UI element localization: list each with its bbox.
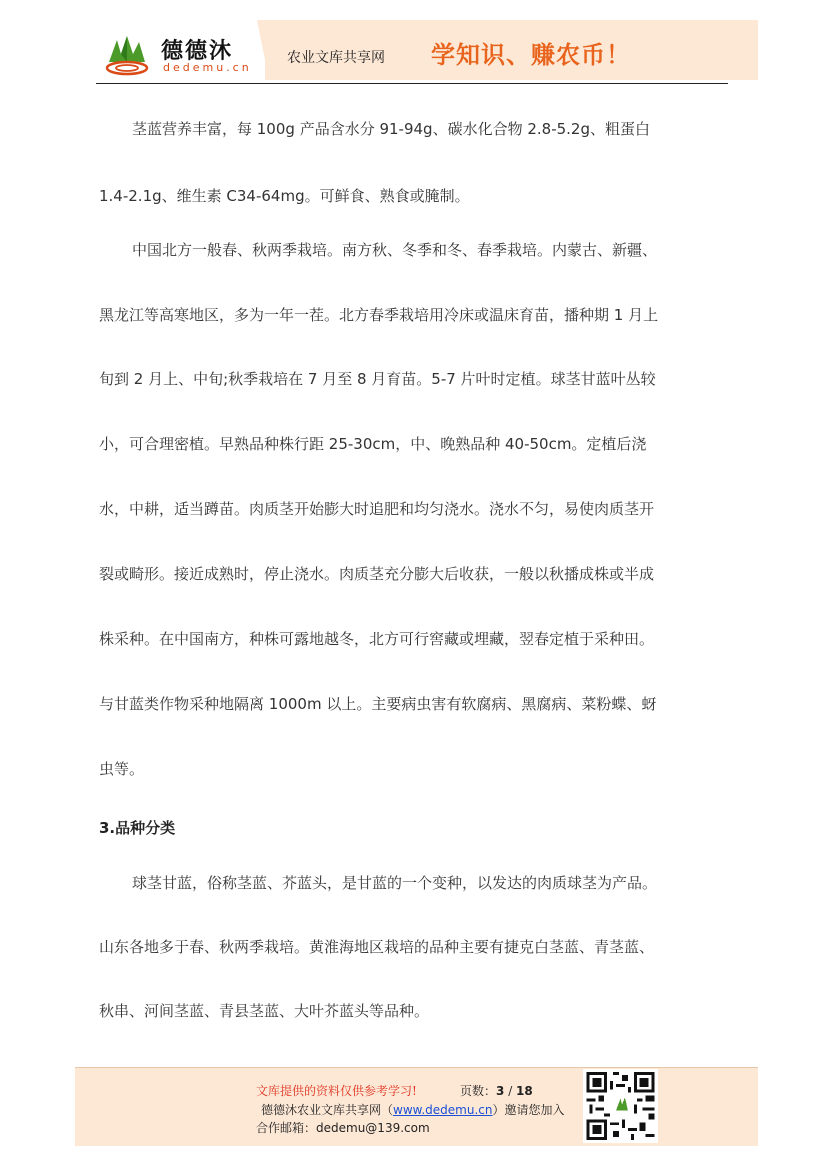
page-header xyxy=(75,20,758,84)
paragraph-line: 1.4-2.1g、维生素 C34-64mg。可鲜食、熟食或腌制。 xyxy=(99,187,470,205)
site-name: 农业文库共享网 xyxy=(287,50,385,66)
invite-suffix: ）邀请您加入 xyxy=(492,1103,565,1117)
logo-text-cn: 德德沐 xyxy=(161,38,234,64)
site-link[interactable]: www.dedemu.cn xyxy=(393,1103,493,1117)
site-slogan: 学知识、赚农币！ xyxy=(431,40,631,69)
logo-text-en: dedemu.cn xyxy=(163,61,252,74)
qr-code-icon xyxy=(583,1069,658,1143)
page-total: 18 xyxy=(516,1084,533,1098)
email-label: 合作邮箱： xyxy=(256,1121,317,1135)
paragraph-line: 黑龙江等高寒地区，多为一年一茬。北方春季栽培用冷床或温床育苗，播种期 1 月上 xyxy=(99,306,659,324)
paragraph-line: 小，可合理密植。早熟品种株行距 25-30cm，中、晚熟品种 40-50cm。定植后浇 xyxy=(99,435,647,453)
page-counter-label: 页数： xyxy=(460,1084,497,1098)
header-divider xyxy=(96,83,728,84)
footer-invite xyxy=(261,1101,565,1118)
paragraph-line: 水，中耕，适当蹲苗。肉质茎开始膨大时追肥和均匀浇水。浇水不匀，易使肉质茎开 xyxy=(99,500,655,518)
paragraph-line: 旬到 2 月上、中旬;秋季栽培在 7 月至 8 月育苗。5-7 片叶时定植。球茎甘蓝叶丛较 xyxy=(99,370,656,388)
section-heading: 3.品种分类 xyxy=(99,819,176,837)
paragraph-line: 球茎甘蓝，俗称茎蓝、芥蓝头，是甘蓝的一个变种，以发达的肉质球茎为产品。 xyxy=(132,874,658,892)
paragraph-line: 秋串、河间茎蓝、青县茎蓝、大叶芥蓝头等品种。 xyxy=(99,1002,430,1020)
invite-prefix: 德德沐农业文库共享网（ xyxy=(261,1103,394,1117)
footer-email xyxy=(256,1119,430,1136)
page-separator: / xyxy=(504,1084,517,1098)
paragraph-line: 茎蓝营养丰富，每 100g 产品含水分 91-94g、碳水化合物 2.8-5.2g、粗蛋白 xyxy=(132,120,650,138)
paragraph-line: 虫等。 xyxy=(99,760,145,778)
page-counter xyxy=(460,1082,533,1099)
email-address[interactable]: dedemu@139.com xyxy=(316,1121,430,1135)
paragraph-line: 株采种。在中国南方，种株可露地越冬，北方可行窖藏或埋藏，翌春定植于采种田。 xyxy=(99,630,655,648)
paragraph-line: 裂或畸形。接近成熟时，停止浇水。肉质茎充分膨大后收获，一般以秋播成株或半成 xyxy=(99,565,655,583)
site-logo[interactable] xyxy=(103,32,263,82)
page-current: 3 xyxy=(496,1084,505,1098)
page-footer xyxy=(75,1067,758,1146)
bamboo-logo-icon xyxy=(103,32,151,76)
paragraph-line: 中国北方一般春、秋两季栽培。南方秋、冬季和冬、春季栽培。内蒙古、新疆、 xyxy=(132,241,658,259)
paragraph-line: 与甘蓝类作物采种地隔离 1000m 以上。主要病虫害有软腐病、黑腐病、菜粉蝶、蚜 xyxy=(99,695,657,713)
footer-notice: 文库提供的资料仅供参考学习! xyxy=(256,1084,417,1098)
paragraph-line: 山东各地多于春、秋两季栽培。黄淮海地区栽培的品种主要有捷克白茎蓝、青茎蓝、 xyxy=(99,938,655,956)
